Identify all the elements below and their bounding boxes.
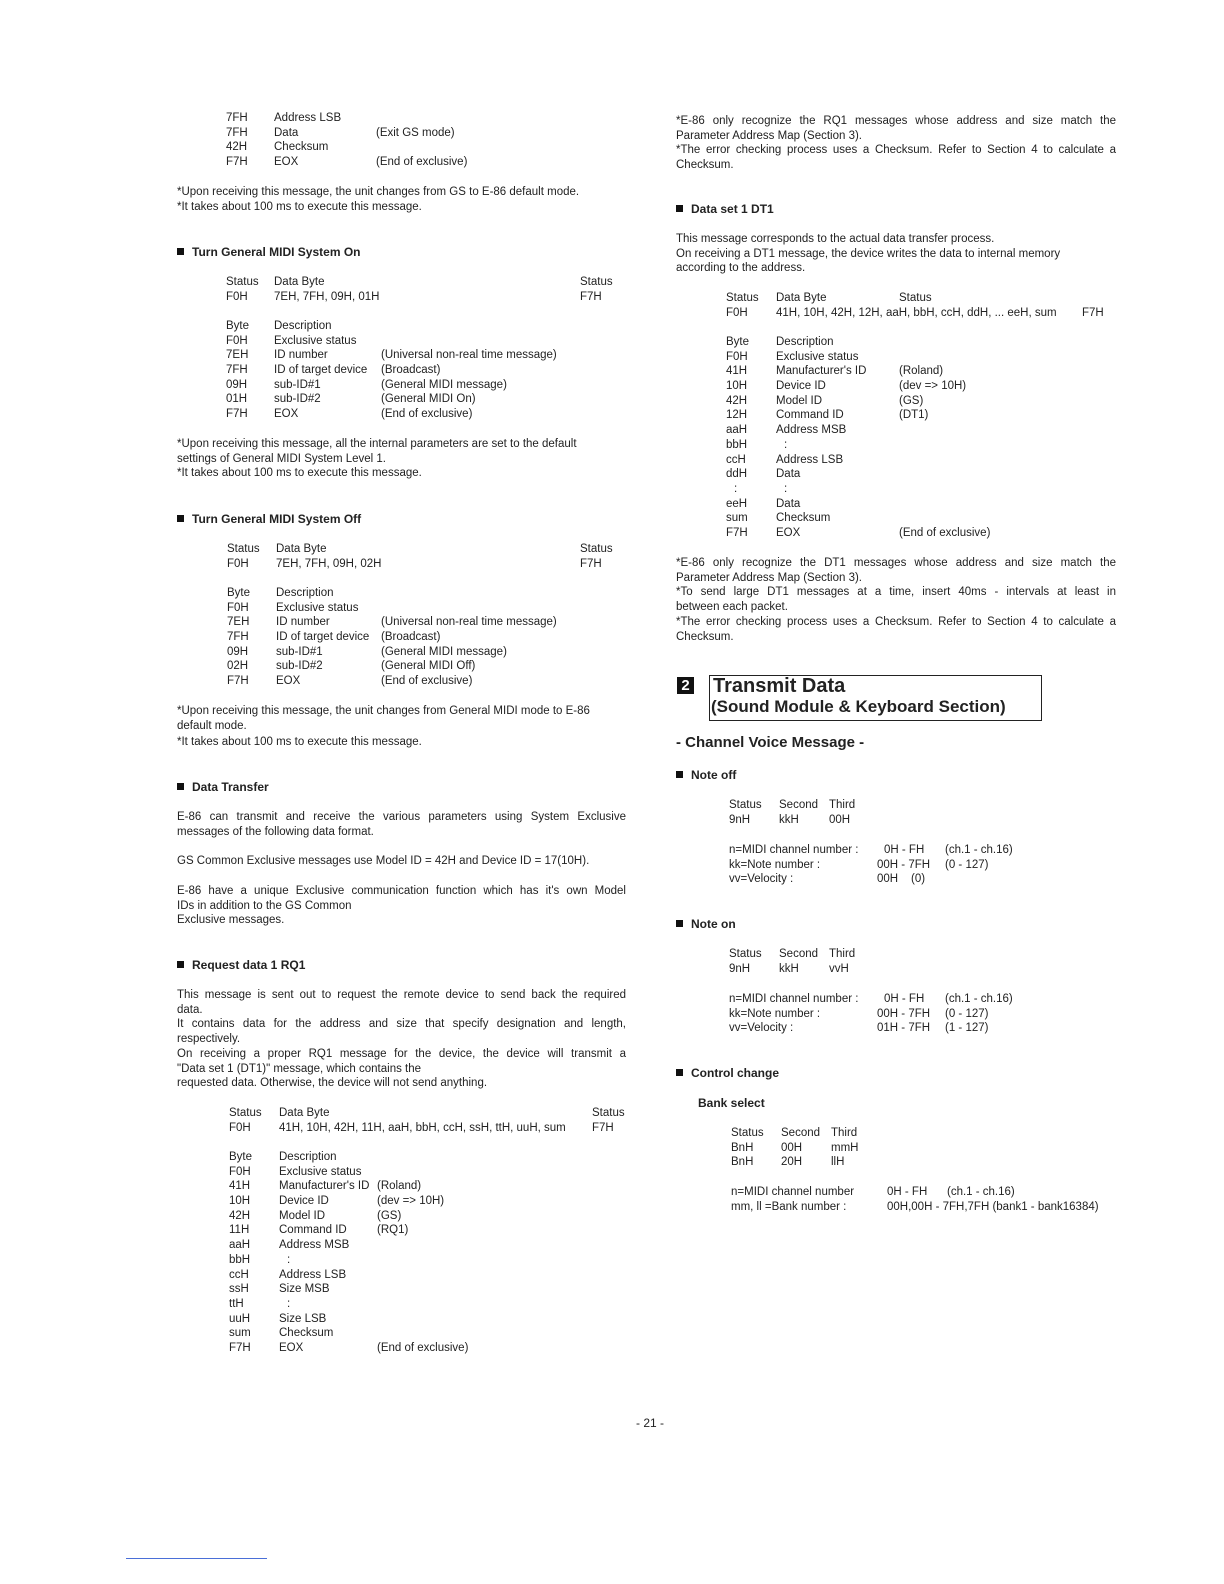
gm-on-notes: *Upon receiving this message, all the internal parameters are set to the default settings of General MIDI System Level 1. *It takes about 100 ms to execute this message. bbox=[177, 438, 577, 480]
cell: (End of exclusive) bbox=[376, 156, 468, 169]
section-title-control-change: Control change bbox=[676, 1066, 779, 1081]
transmit-subtitle: (Sound Module & Keyboard Section) bbox=[711, 697, 1006, 716]
right-top-notes: *E-86 only recognize the RQ1 messages whose address and size match the Parameter Address Map (Section 3). *The error checking process uses a Checksum. Refer to Section 4 to calculate a Checksum. bbox=[676, 115, 1116, 172]
dt1-para: This message corresponds to the actual data transfer process. On receiving a DT1 message, the device writes the data to internal memory according to the address. bbox=[676, 233, 1061, 275]
square-bullet-icon bbox=[676, 205, 683, 212]
cell: 7FH bbox=[226, 112, 248, 124]
data-transfer-p3: E-86 have a unique Exclusive communication function which has it's own Model IDs in addition to the GS Common Exclusive messages. bbox=[177, 885, 626, 927]
top-notes bbox=[177, 185, 579, 214]
square-bullet-icon bbox=[177, 248, 184, 255]
section-title-gm-off: Turn General MIDI System Off bbox=[177, 512, 361, 527]
square-bullet-icon bbox=[177, 783, 184, 790]
page-number: - 21 - bbox=[636, 1416, 665, 1430]
cell: Data bbox=[274, 126, 299, 139]
data-transfer-p1: E-86 can transmit and receive the various parameters using System Exclusive messages of the following data format. bbox=[177, 811, 626, 838]
cell: Address LSB bbox=[274, 112, 342, 124]
cell: F7H bbox=[226, 156, 248, 169]
section-title-note-off: Note off bbox=[676, 768, 736, 783]
rq1-para: This message is sent out to request the remote device to send back the required data. It contains data for the address and size that specify designation and length, respectively. On receiving a proper RQ1 message for the device, the device will transmit a "Data set 1 (DT1)" message, which contains the requested data. Otherwise, the device will not send anything. bbox=[177, 989, 626, 1090]
cell: 42H bbox=[226, 141, 248, 154]
section-title-rq1: Request data 1 RQ1 bbox=[177, 958, 305, 973]
section-title-dt1: Data set 1 DT1 bbox=[676, 202, 774, 217]
section-title-note-on: Note on bbox=[676, 917, 736, 932]
footer-rule bbox=[126, 1558, 267, 1559]
section-title-data-transfer: Data Transfer bbox=[177, 780, 269, 795]
note-line: *Upon receiving this message, the unit changes from GS to E-86 default mode. bbox=[177, 186, 580, 198]
gm-off-notes: *Upon receiving this message, the unit changes from General MIDI mode to E-86 default mode. *It takes about 100 ms to execute this message. bbox=[177, 705, 590, 749]
square-bullet-icon bbox=[676, 920, 683, 927]
section-title-gm-on: Turn General MIDI System On bbox=[177, 245, 360, 260]
section-number-badge: 2 bbox=[677, 677, 694, 694]
channel-voice-heading: - Channel Voice Message - bbox=[676, 734, 865, 751]
dt1-notes: *E-86 only recognize the DT1 messages whose address and size match the Parameter Address Map (Section 3). *To send large DT1 messages at a time, insert 40ms - intervals at least in between each packet. *The error checking process uses a Checksum. Refer to Section 4 to calculate a Checksum. bbox=[676, 557, 1116, 643]
note-line: *It takes about 100 ms to execute this message. bbox=[177, 200, 422, 213]
cell: EOX bbox=[274, 156, 299, 169]
transmit-title: Transmit Data bbox=[713, 675, 846, 697]
cell: Checksum bbox=[274, 141, 329, 154]
bank-select-heading: Bank select bbox=[698, 1096, 765, 1110]
cell: (Exit GS mode) bbox=[376, 126, 455, 139]
cell: 7FH bbox=[226, 126, 248, 139]
square-bullet-icon bbox=[177, 515, 184, 522]
square-bullet-icon bbox=[177, 961, 184, 968]
data-transfer-p2: GS Common Exclusive messages use Model ID = 42H and Device ID = 17(10H). bbox=[177, 855, 590, 867]
square-bullet-icon bbox=[676, 1069, 683, 1076]
square-bullet-icon bbox=[676, 771, 683, 778]
